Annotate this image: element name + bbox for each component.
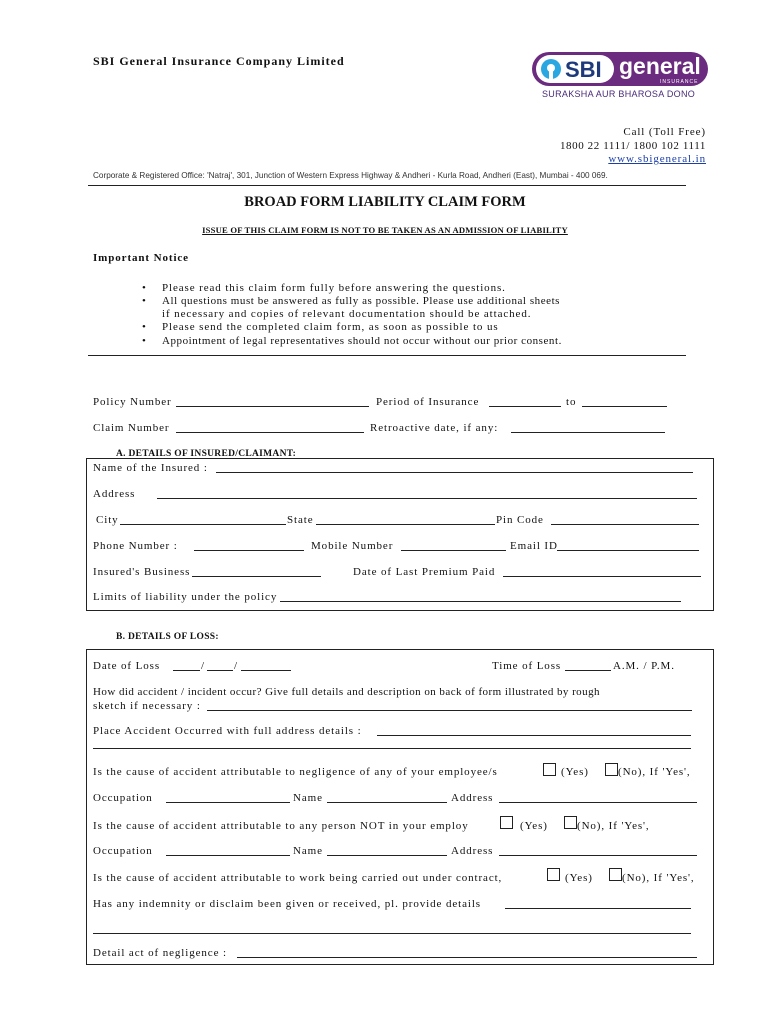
notice-item: All questions must be answered as fully as possible. Please use additional sheets bbox=[162, 295, 561, 307]
occupation-label: Occupation bbox=[93, 792, 153, 804]
email-field[interactable] bbox=[557, 540, 699, 551]
state-field[interactable] bbox=[316, 514, 495, 525]
occupation-label-2: Occupation bbox=[93, 845, 153, 857]
period-label: Period of Insurance bbox=[376, 396, 480, 408]
place-label: Place Accident Occurred with full address details : bbox=[93, 725, 362, 737]
work-no-checkbox[interactable] bbox=[609, 868, 622, 881]
section-b-heading: B. DETAILS OF LOSS: bbox=[116, 632, 219, 642]
period-to-field[interactable] bbox=[582, 396, 667, 407]
form-title: BROAD FORM LIABILITY CLAIM FORM bbox=[244, 194, 526, 210]
work-yes-checkbox[interactable] bbox=[547, 868, 560, 881]
business-label: Insured's Business bbox=[93, 566, 191, 578]
date-of-loss-label: Date of Loss bbox=[93, 660, 161, 672]
notice-heading: Important Notice bbox=[93, 252, 189, 264]
office-address: Corporate & Registered Office: 'Natraj', 301, Junction of Western Express Highway & Andheri - Kurla Road, Andheri (East), Mumbai - 400 069. bbox=[93, 171, 608, 180]
name-field[interactable] bbox=[327, 792, 447, 803]
website-link[interactable]: www.sbigeneral.in bbox=[608, 153, 706, 165]
address-label-2: Address bbox=[451, 845, 494, 857]
occupation-field-2[interactable] bbox=[166, 845, 290, 856]
phone-numbers: 1800 22 1111/ 1800 102 1111 bbox=[559, 140, 706, 152]
city-label: City bbox=[96, 514, 119, 526]
sbi-keyhole-icon bbox=[541, 59, 561, 79]
section-a-heading: A. DETAILS OF INSURED/CLAIMANT: bbox=[116, 449, 297, 459]
pin-field[interactable] bbox=[551, 514, 699, 525]
cause-work-label: Is the cause of accident attributable to work being carried out under contract, bbox=[93, 872, 503, 884]
address-label-b: Address bbox=[451, 792, 494, 804]
address-field[interactable] bbox=[157, 488, 697, 499]
address-field-2[interactable] bbox=[499, 845, 697, 856]
how-label-2: sketch if necessary : bbox=[93, 700, 201, 712]
state-label: State bbox=[287, 514, 314, 526]
period-from-field[interactable] bbox=[489, 396, 561, 407]
notice-item: if necessary and copies of relevant documentation should be attached. bbox=[162, 308, 532, 320]
date-month-field[interactable] bbox=[207, 660, 233, 671]
indemnity-field[interactable] bbox=[505, 898, 691, 909]
name-label: Name bbox=[293, 792, 323, 804]
place-field-2[interactable] bbox=[93, 738, 691, 749]
date-year-field[interactable] bbox=[241, 660, 291, 671]
limits-label: Limits of liability under the policy bbox=[93, 591, 278, 603]
retro-label: Retroactive date, if any: bbox=[370, 422, 499, 434]
detail-negligence-field[interactable] bbox=[237, 947, 697, 958]
address-field-b[interactable] bbox=[499, 792, 697, 803]
email-label: Email ID bbox=[510, 540, 558, 552]
business-field[interactable] bbox=[192, 566, 321, 577]
limits-field[interactable] bbox=[280, 591, 681, 602]
how-label: How did accident / incident occur? Give full details and description on back of form illustrated by rough bbox=[93, 686, 600, 698]
address-label: Address bbox=[93, 488, 136, 500]
indemnity-field-2[interactable] bbox=[93, 923, 691, 934]
insured-name-label: Name of the Insured : bbox=[93, 462, 208, 474]
claim-number-label: Claim Number bbox=[93, 422, 170, 434]
to-label: to bbox=[566, 396, 577, 408]
mobile-field[interactable] bbox=[401, 540, 506, 551]
city-field[interactable] bbox=[120, 514, 286, 525]
how-field[interactable] bbox=[207, 700, 692, 711]
person-yes-checkbox[interactable] bbox=[500, 816, 513, 829]
cause-person-label: Is the cause of accident attributable to any person NOT in your employ bbox=[93, 820, 469, 832]
employee-yes-checkbox[interactable] bbox=[543, 763, 556, 776]
occupation-field[interactable] bbox=[166, 792, 290, 803]
notice-item: Appointment of legal representatives should not occur without our prior consent. bbox=[162, 335, 562, 347]
policy-number-label: Policy Number bbox=[93, 396, 172, 408]
name-label-2: Name bbox=[293, 845, 323, 857]
pin-label: Pin Code bbox=[496, 514, 544, 526]
indemnity-label: Has any indemnity or disclaim been given or received, pl. provide details bbox=[93, 898, 481, 910]
insured-name-field[interactable] bbox=[216, 462, 693, 473]
notice-item: Please send the completed claim form, as soon as possible to us bbox=[162, 321, 499, 333]
last-premium-field[interactable] bbox=[503, 566, 701, 577]
detail-negligence-label: Detail act of negligence : bbox=[93, 947, 227, 959]
notice-item: Please read this claim form fully before answering the questions. bbox=[162, 282, 506, 294]
mobile-label: Mobile Number bbox=[311, 540, 394, 552]
policy-number-field[interactable] bbox=[176, 396, 369, 407]
ampm-label: A.M. / P.M. bbox=[613, 660, 675, 672]
company-name: SBI General Insurance Company Limited bbox=[93, 54, 345, 68]
phone-label: Phone Number : bbox=[93, 540, 178, 552]
retro-field[interactable] bbox=[511, 422, 665, 433]
disclaimer: ISSUE OF THIS CLAIM FORM IS NOT TO BE TAKEN AS AN ADMISSION OF LIABILITY bbox=[202, 225, 568, 235]
name-field-2[interactable] bbox=[327, 845, 447, 856]
date-day-field[interactable] bbox=[173, 660, 200, 671]
employee-no-checkbox[interactable] bbox=[605, 763, 618, 776]
place-field[interactable] bbox=[377, 725, 691, 736]
claim-number-field[interactable] bbox=[176, 422, 364, 433]
time-of-loss-label: Time of Loss bbox=[492, 660, 562, 672]
time-of-loss-field[interactable] bbox=[565, 660, 611, 671]
call-label: Call (Toll Free) bbox=[623, 126, 706, 138]
phone-field[interactable] bbox=[194, 540, 304, 551]
person-no-checkbox[interactable] bbox=[564, 816, 577, 829]
last-premium-label: Date of Last Premium Paid bbox=[353, 566, 496, 578]
cause-employee-label: Is the cause of accident attributable to negligence of any of your employee/s bbox=[93, 766, 498, 778]
section-a-box bbox=[86, 458, 714, 611]
